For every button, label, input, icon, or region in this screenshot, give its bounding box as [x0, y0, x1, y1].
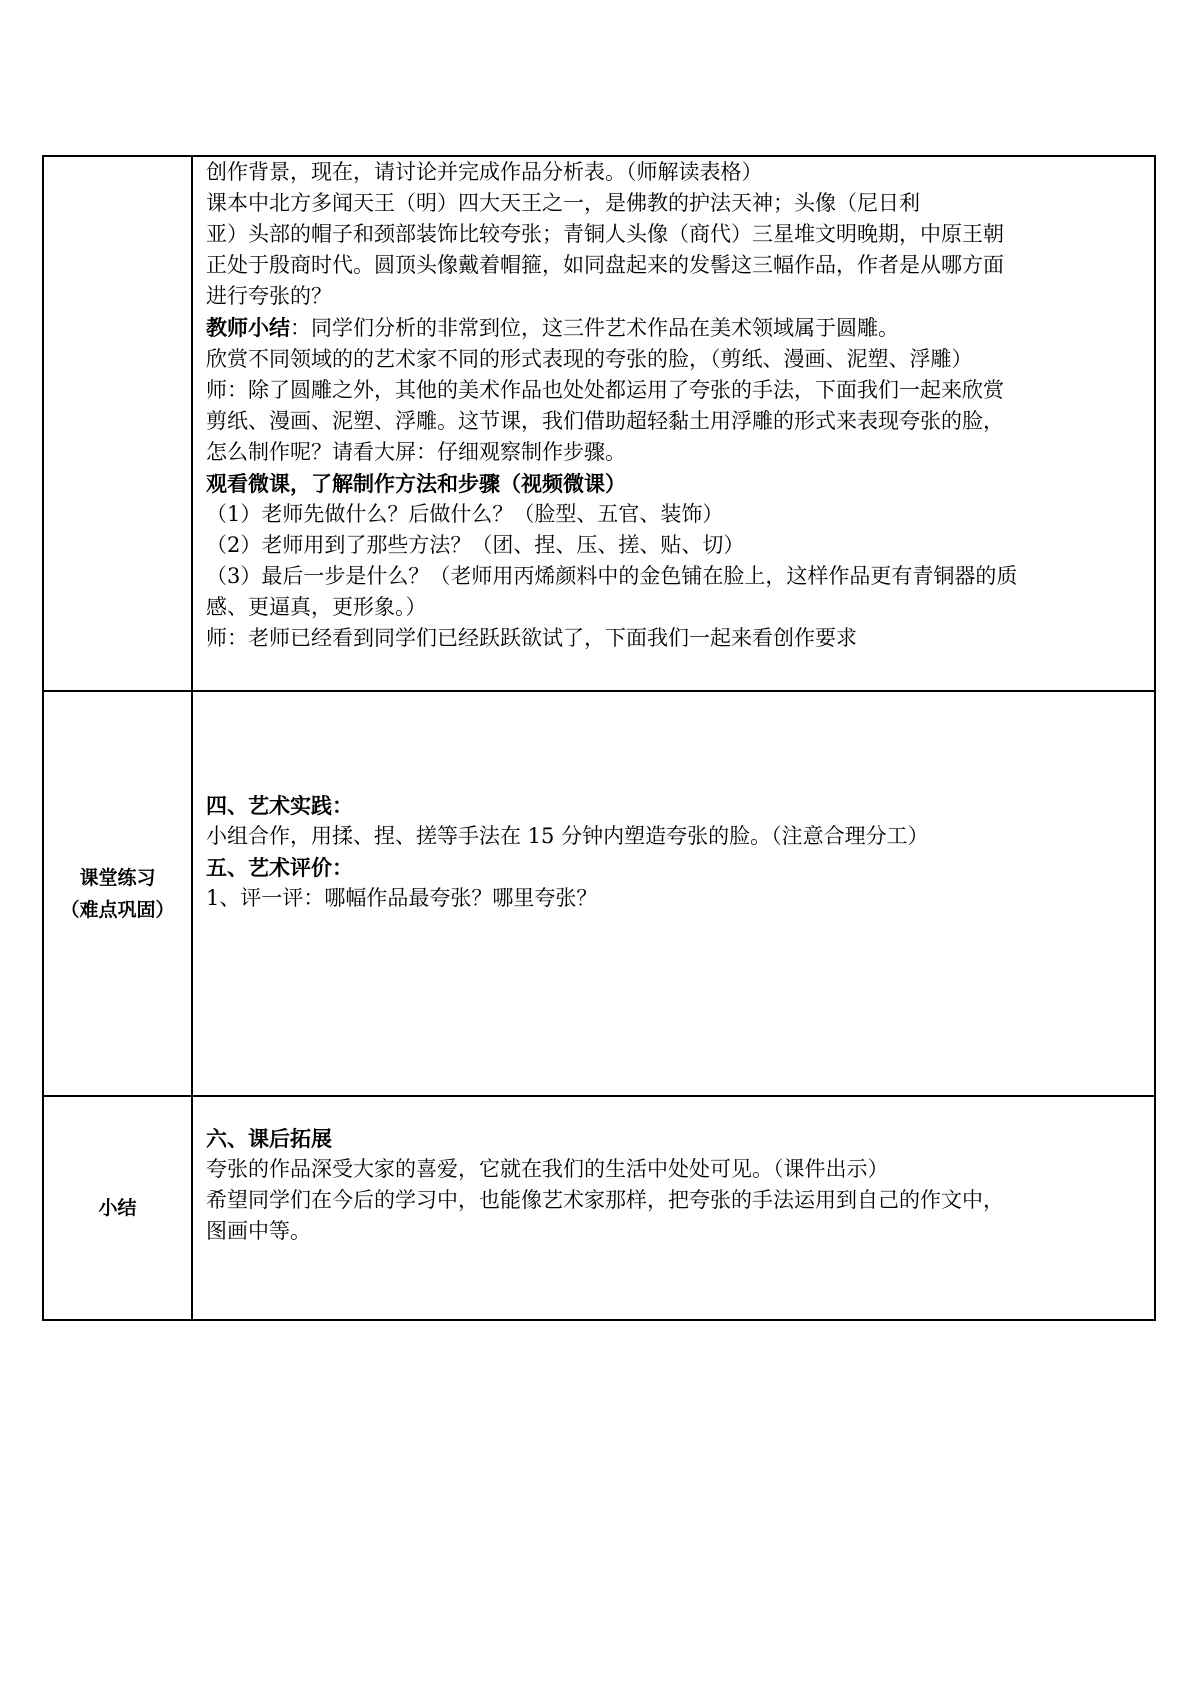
text-line: 亚）头部的帽子和颈部装饰比较夸张；青铜人头像（商代）三星堆文明晚期，中原王朝	[206, 222, 1004, 246]
section-heading: 五、艺术评价：	[206, 855, 353, 880]
text-line: 进行夸张的？	[206, 284, 332, 308]
row-label-cell	[43, 691, 192, 1096]
row-label-cell	[43, 1096, 192, 1320]
teacher-summary-label: 教师小结	[206, 315, 290, 340]
section-heading: 四、艺术实践：	[206, 793, 353, 818]
row-label-sub: （难点巩固）	[60, 898, 175, 921]
practice-cell	[192, 691, 1155, 1096]
text-line: 怎么制作呢？请看大屏：仔细观察制作步骤。	[206, 440, 626, 464]
micro-lesson-heading: 观看微课，了解制作方法和步骤（视频微课）	[206, 471, 626, 496]
text-line: （3）最后一步是什么？（老师用丙烯颜料中的金色铺在脸上，这样作品更有青铜器的质	[206, 564, 1018, 588]
text-line: 夸张的作品深受大家的喜爱，它就在我们的生活中处处可见。（课件出示）	[206, 1157, 889, 1181]
table-row	[43, 691, 1155, 1096]
text-line: 师：除了圆雕之外，其他的美术作品也处处都运用了夸张的手法，下面我们一起来欣赏	[206, 378, 1004, 402]
text-line: 正处于殷商时代。圆顶头像戴着帽箍，如同盘起来的发髻这三幅作品，作者是从哪方面	[206, 253, 1004, 277]
text-line: 1、评一评：哪幅作品最夸张？哪里夸张？	[206, 886, 598, 910]
text-line: 创作背景，现在，请讨论并完成作品分析表。（师解读表格）	[206, 160, 763, 184]
row-label: 课堂练习	[79, 866, 156, 889]
text-line: 希望同学们在今后的学习中，也能像艺术家那样，把夸张的手法运用到自己的作文中，	[206, 1188, 1004, 1212]
text-line	[206, 312, 1142, 344]
teacher-summary-text: ：同学们分析的非常到位，这三件艺术作品在美术领域属于圆雕。	[290, 316, 899, 340]
table-row	[43, 1096, 1155, 1320]
row-label: 小结	[98, 1197, 137, 1219]
teaching-process-cell	[192, 156, 1155, 691]
text-line: （1）老师先做什么？后做什么？（脸型、五官、装饰）	[206, 502, 724, 526]
section-heading: 六、课后拓展	[206, 1126, 332, 1151]
text-line: 小组合作，用揉、捏、搓等手法在 15 分钟内塑造夸张的脸。（注意合理分工）	[206, 824, 929, 848]
text-line: 欣赏不同领域的的艺术家不同的形式表现的夸张的脸，（剪纸、漫画、泥塑、浮雕）	[206, 347, 973, 371]
text-line: 感、更逼真，更形象。）	[206, 595, 427, 619]
row-label-cell	[43, 156, 192, 691]
lesson-plan-table	[42, 155, 1156, 1321]
table-row	[43, 156, 1155, 691]
text-line: 剪纸、漫画、泥塑、浮雕。这节课，我们借助超轻黏土用浮雕的形式来表现夸张的脸，	[206, 409, 1004, 433]
text-line: 师：老师已经看到同学们已经跃跃欲试了，下面我们一起来看创作要求	[206, 626, 857, 650]
text-line: （2）老师用到了那些方法？（团、捏、压、搓、贴、切）	[206, 533, 745, 557]
text-line: 课本中北方多闻天王（明）四大天王之一，是佛教的护法天神；头像（尼日利	[206, 191, 920, 215]
text-line: 图画中等。	[206, 1219, 311, 1243]
summary-cell	[192, 1096, 1155, 1320]
